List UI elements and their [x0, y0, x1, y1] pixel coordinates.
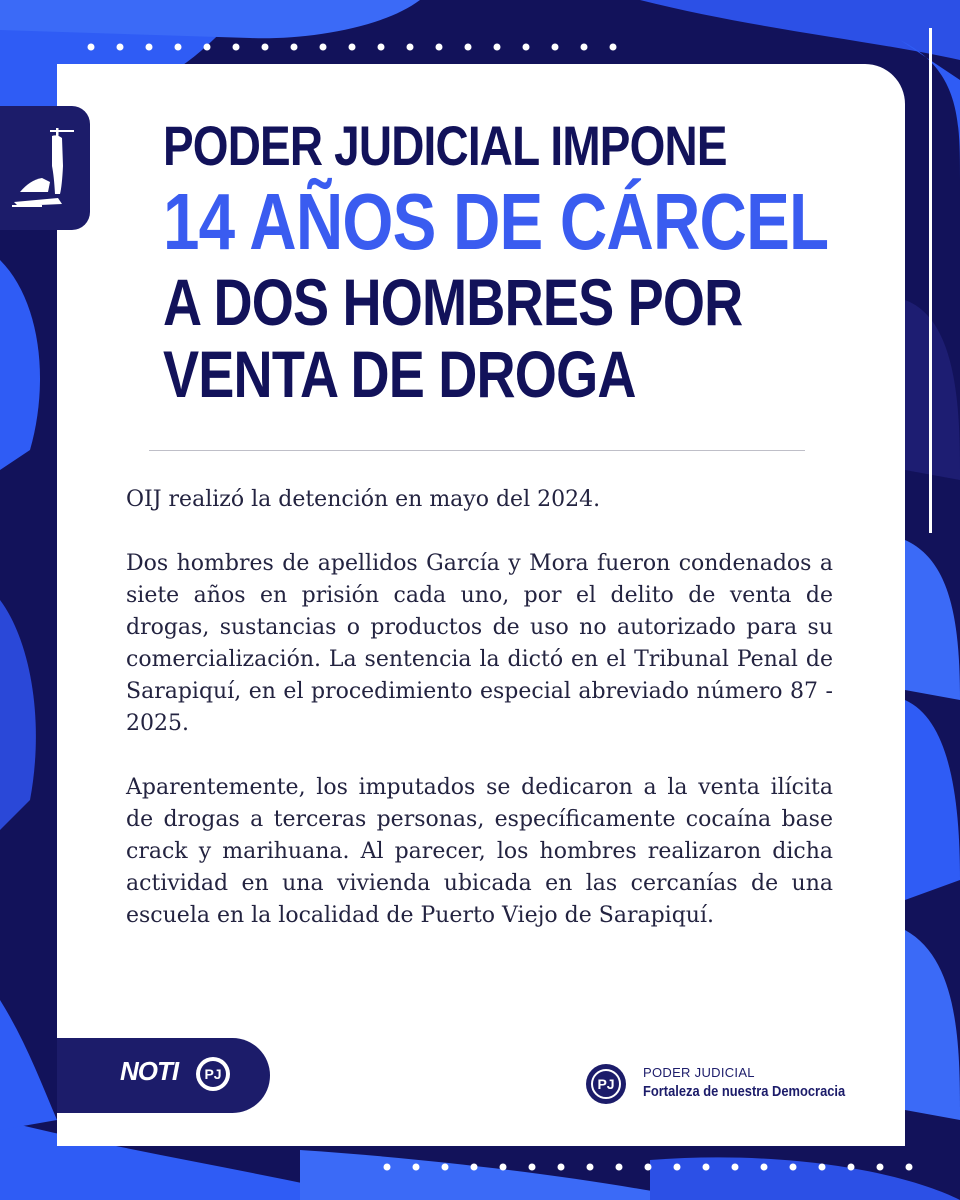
- article-body: [126, 484, 833, 932]
- headline-line-1: PODER JUDICIAL IMPONE: [163, 114, 727, 177]
- paragraph-lead: OIJ realizó la detención en mayo del 2024.: [126, 487, 601, 512]
- poder-judicial-logo-icon: [586, 1064, 626, 1104]
- paragraph-details: Aparentemente, los imputados se dedicaron a la venta ilícita de drogas a terceras personas, específicamente cocaína base crack y marihuana. Al parecer, los hombres realizaron dicha actividad en una vivienda ubicada en las cercanías de una escuela en la localidad de Puerto Viejo de Sarapiquí.: [126, 775, 833, 928]
- org-motto: Fortaleza de nuestra Democracia: [643, 1083, 846, 1100]
- noti-badge-text: PJ: [200, 1061, 226, 1087]
- paragraph-sentence: Dos hombres de apellidos García y Mora fueron condenados a siete años en prisión cada uno, por el delito de venta de drogas, sustancias o productos de uso no autorizado para su comercialización. La sentencia la dictó en el Tribunal Penal de Sarapiquí, en el procedimiento especial abreviado número 87 - 2025.: [126, 551, 833, 736]
- noti-label: NOTI: [120, 1056, 179, 1086]
- headline-line-4: VENTA DE DROGA: [163, 337, 636, 411]
- side-tab: [0, 106, 90, 230]
- headline: [163, 112, 863, 410]
- org-name: PODER JUDICIAL: [643, 1065, 755, 1080]
- headline-line-3: A DOS HOMBRES POR: [163, 265, 743, 339]
- pj-badge-icon: [196, 1057, 230, 1091]
- divider: [149, 450, 805, 451]
- headline-highlight: 14 AÑOS DE CÁRCEL: [163, 177, 829, 266]
- justice-statue-icon: [0, 106, 90, 230]
- logo-initials: PJ: [597, 1076, 615, 1092]
